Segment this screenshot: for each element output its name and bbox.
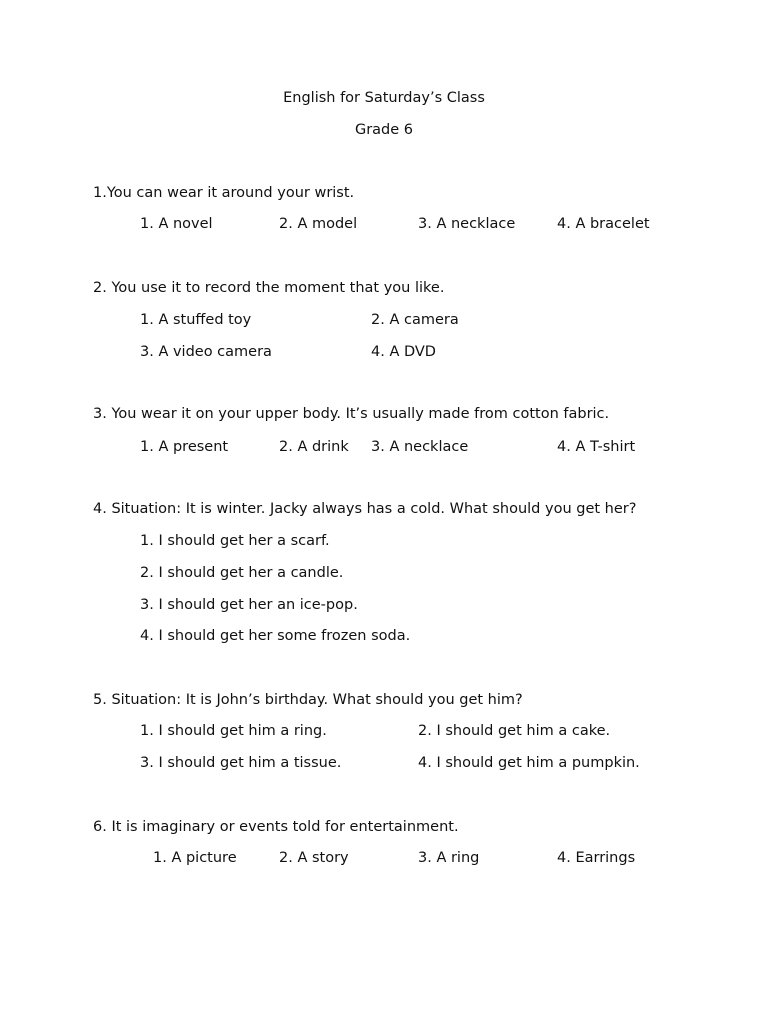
question-2-option-1: 1. A stuffed toy xyxy=(140,312,252,328)
question-6-option-2: 2. A story xyxy=(279,850,349,866)
question-2-option-4: 4. A DVD xyxy=(371,344,436,360)
worksheet-title: English for Saturday’s Class xyxy=(283,90,485,106)
question-3-option-2: 2. A drink xyxy=(279,439,349,455)
question-6-option-3: 3. A ring xyxy=(418,850,480,866)
question-3-prompt: 3. You wear it on your upper body. It’s usually made from cotton fabric. xyxy=(93,406,610,422)
question-4-option-3: 3. I should get her an ice-pop. xyxy=(140,597,358,613)
question-2-option-3: 3. A video camera xyxy=(140,344,272,360)
question-4-prompt: 4. Situation: It is winter. Jacky always has a cold. What should you get her? xyxy=(93,501,637,517)
question-6-option-4: 4. Earrings xyxy=(557,850,636,866)
question-3-option-3: 3. A necklace xyxy=(371,439,469,455)
question-6-option-1: 1. A picture xyxy=(153,850,237,866)
question-5-option-4: 4. I should get him a pumpkin. xyxy=(418,755,640,771)
question-2-option-2: 2. A camera xyxy=(371,312,459,328)
question-4-option-1: 1. I should get her a scarf. xyxy=(140,533,330,549)
question-1-option-4: 4. A bracelet xyxy=(557,216,650,232)
question-1-prompt: 1.You can wear it around your wrist. xyxy=(93,185,355,201)
question-5-option-1: 1. I should get him a ring. xyxy=(140,723,327,739)
question-3-option-1: 1. A present xyxy=(140,439,229,455)
question-1-option-3: 3. A necklace xyxy=(418,216,516,232)
question-2-prompt: 2. You use it to record the moment that you like. xyxy=(93,280,445,296)
question-1-option-2: 2. A model xyxy=(279,216,358,232)
question-4-option-2: 2. I should get her a candle. xyxy=(140,565,344,581)
question-1-option-1: 1. A novel xyxy=(140,216,213,232)
question-5-prompt: 5. Situation: It is John’s birthday. What should you get him? xyxy=(93,692,523,708)
question-6-prompt: 6. It is imaginary or events told for entertainment. xyxy=(93,819,459,835)
question-5-option-2: 2. I should get him a cake. xyxy=(418,723,611,739)
question-4-option-4: 4. I should get her some frozen soda. xyxy=(140,628,411,644)
question-3-option-4: 4. A T-shirt xyxy=(557,439,636,455)
grade-label: Grade 6 xyxy=(354,122,414,138)
question-5-option-3: 3. I should get him a tissue. xyxy=(140,755,342,771)
